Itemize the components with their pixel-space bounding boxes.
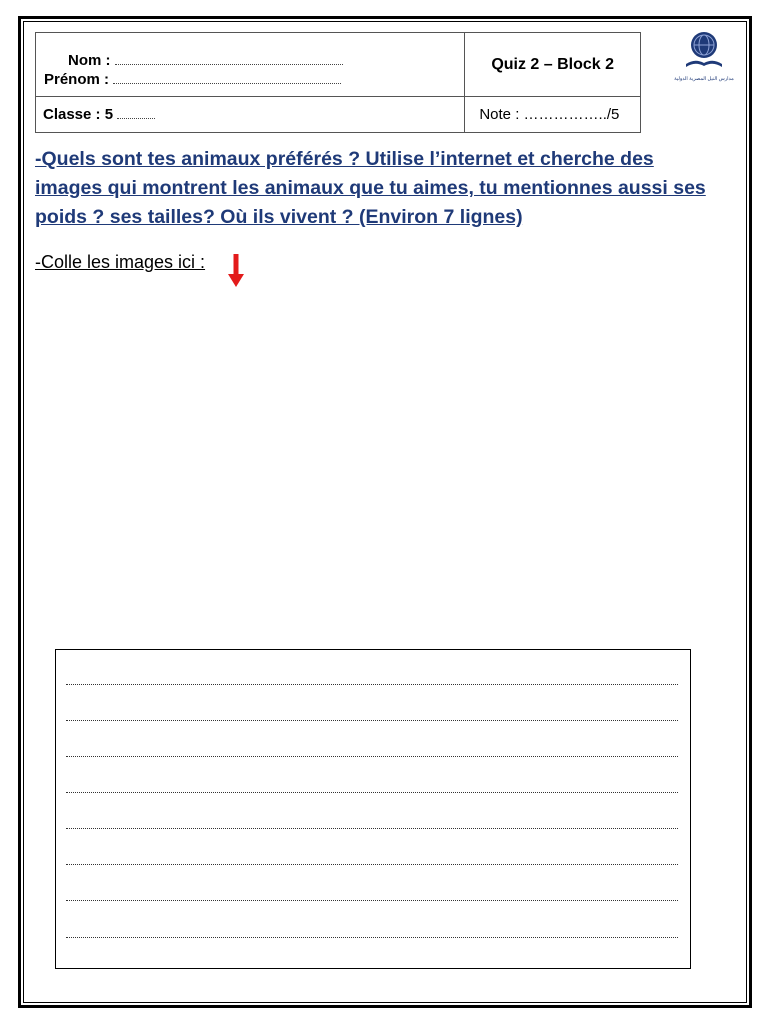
prenom-field[interactable]: [113, 83, 341, 84]
down-arrow-icon: [227, 254, 245, 288]
nom-line: [44, 51, 464, 70]
prenom-label: Prénom :: [44, 70, 110, 88]
answer-line[interactable]: [66, 720, 678, 721]
answer-line[interactable]: [66, 756, 678, 757]
answer-line[interactable]: [66, 792, 678, 793]
note-label: Note : ……………../5: [465, 97, 641, 133]
nom-field[interactable]: [115, 64, 343, 65]
answer-line[interactable]: [66, 684, 678, 685]
question-text: -Quels sont tes animaux préférés ? Utilise l’internet et cherche des images qui montrent les animaux que tu aimes, tu mentionnes aussi ses poids ? ses tailles? Où ils vivent ? (Environ 7 lignes): [35, 148, 706, 228]
header-table: [35, 32, 641, 133]
paste-images-instruction: -Colle les images ici :: [35, 252, 206, 272]
nom-label: Nom :: [68, 51, 111, 69]
answer-line[interactable]: [66, 864, 678, 865]
prenom-line: [44, 70, 464, 89]
classe-field[interactable]: [117, 118, 155, 119]
quiz-title: Quiz 2 – Block 2: [465, 33, 641, 97]
name-cell: [36, 33, 465, 97]
logo-caption: مدارس النيل المصرية الدولية: [674, 76, 734, 82]
school-globe-book-logo: [672, 30, 736, 70]
answer-line[interactable]: [66, 828, 678, 829]
answer-lines-box[interactable]: [55, 649, 691, 969]
answer-line[interactable]: [66, 900, 678, 901]
answer-line[interactable]: [66, 937, 678, 938]
classe-label: Classe : 5: [43, 106, 114, 123]
classe-cell: [36, 97, 465, 133]
